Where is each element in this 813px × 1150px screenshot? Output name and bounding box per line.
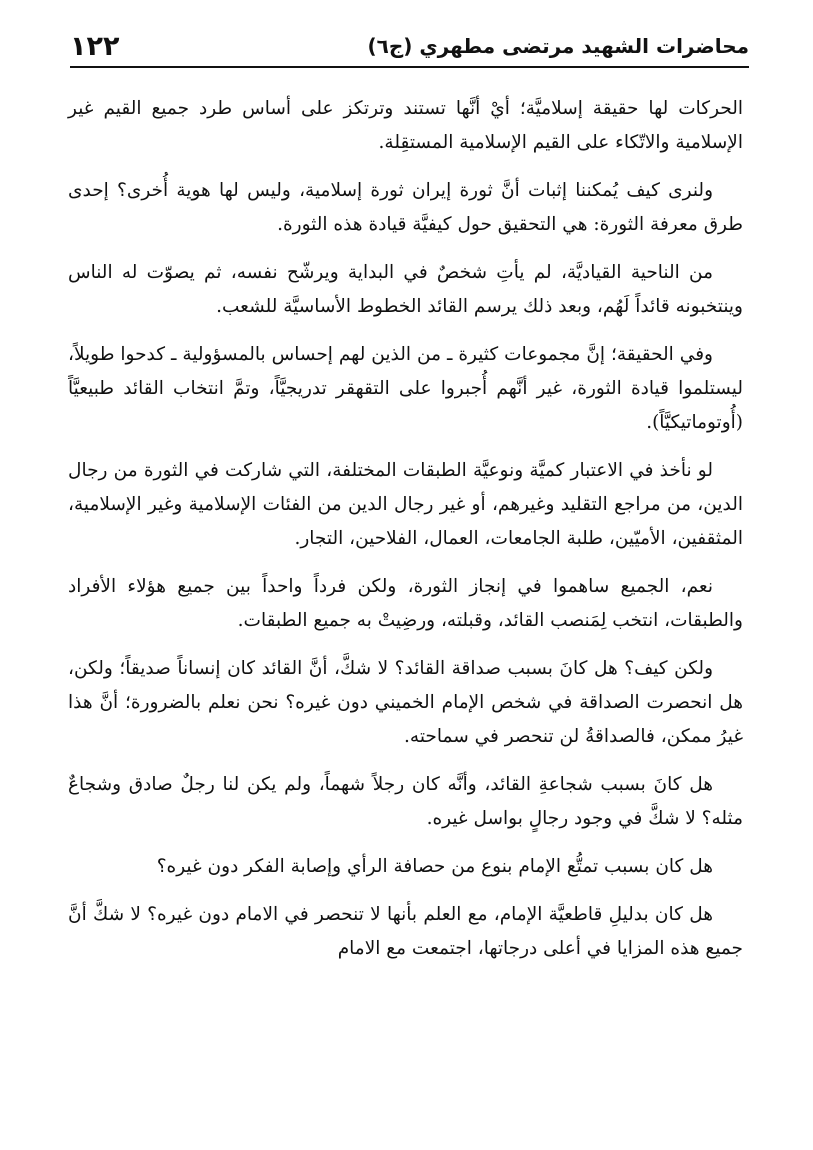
- page-number: ١٢٢: [70, 30, 120, 62]
- paragraph: نعم، الجميع ساهموا في إنجاز الثورة، ولكن فرداً واحداً بين جميع هؤلاء الأفراد والطبقات، انتخب لِمَنصب القائد، وقبلته، ورضِيتْ به جميع الطبقات.: [68, 576, 743, 631]
- paragraph: هل كان بسبب تمتُّع الإمام بنوع من حصافة الرأي وإصابة الفكر دون غيره؟: [156, 856, 713, 877]
- paragraph: ولنرى كيف يُمكننا إثبات أنَّ ثورة إيران ثورة إسلامية، وليس لها هوية أُخرى؟ إحدى طرق معرفة الثورة: هي التحقيق حول كيفيَّة قيادة هذه الثورة.: [68, 180, 743, 235]
- paragraph: لو نأخذ في الاعتبار كميَّة ونوعيَّة الطبقات المختلفة، التي شاركت في الثورة من رجال الدين، من مراجع التقليد وغيرهم، أو غير رجال الدين من الفئات الإسلامية وغير الإسلامية، المثقفين، الأميّين، طلبة الجامعات، العمال، الفلاحين، التجار.: [68, 460, 743, 549]
- paragraph: وفي الحقيقة؛ إنَّ مجموعات كثيرة ـ من الذين لهم إحساس بالمسؤولية ـ كدحوا طويلاً، ليستلموا قيادة الثورة، غير أنَّهم أُجبروا على التقهقر تدريجيَّاً، وتمَّ انتخاب القائد طبيعيَّاً (أُوتوماتيكيَّاً).: [68, 344, 743, 433]
- paragraph: من الناحية القياديَّة، لم يأتِ شخصٌ في البداية ويرشّح نفسه، ثم يصوّت له الناس وينتخبونه قائداً لَهُم، وبعد ذلك يرسم القائد الخطوط الأساسيَّة للشعب.: [68, 262, 743, 317]
- running-title: محاضرات الشهيد مرتضى مطهري (ج٦): [367, 34, 749, 58]
- page-header: [70, 26, 749, 68]
- paragraph: ولكن كيف؟ هل كانَ بسبب صداقة القائد؟ لا شكَّ، أنَّ القائد كان إنساناً صديقاً؛ ولكن، هل انحصرت الصداقة في شخص الإمام الخميني دون غيره؟ نحن نعلم بالضرورة؛ أنَّ هذا غيرُ ممكن، فالصداقةُ لن تنحصر في سماحته.: [68, 658, 743, 747]
- paragraph: الحركات لها حقيقة إسلاميَّة؛ أيْ أنَّها تستند وترتكز على أساس طرد جميع القيم غير الإسلامية والاتّكاء على القيم الإسلامية المستقِلة.: [68, 98, 743, 153]
- paragraph: هل كان بدليلِ قاطعيَّة الإمام، مع العلم بأنها لا تنحصر في الامام دون غيره؟ لا شكَّ أنَّ جميع هذه المزايا في أعلى درجاتها، اجتمعت مع الامام: [68, 904, 743, 959]
- page-body: [68, 92, 743, 980]
- paragraph: هل كانَ بسبب شجاعةِ القائد، وأنَّه كان رجلاً شهماً، ولم يكن لنا رجلٌ صادق وشجاعٌ مثله؟ لا شكَّ في وجود رجالٍ بواسل غيره.: [68, 774, 743, 829]
